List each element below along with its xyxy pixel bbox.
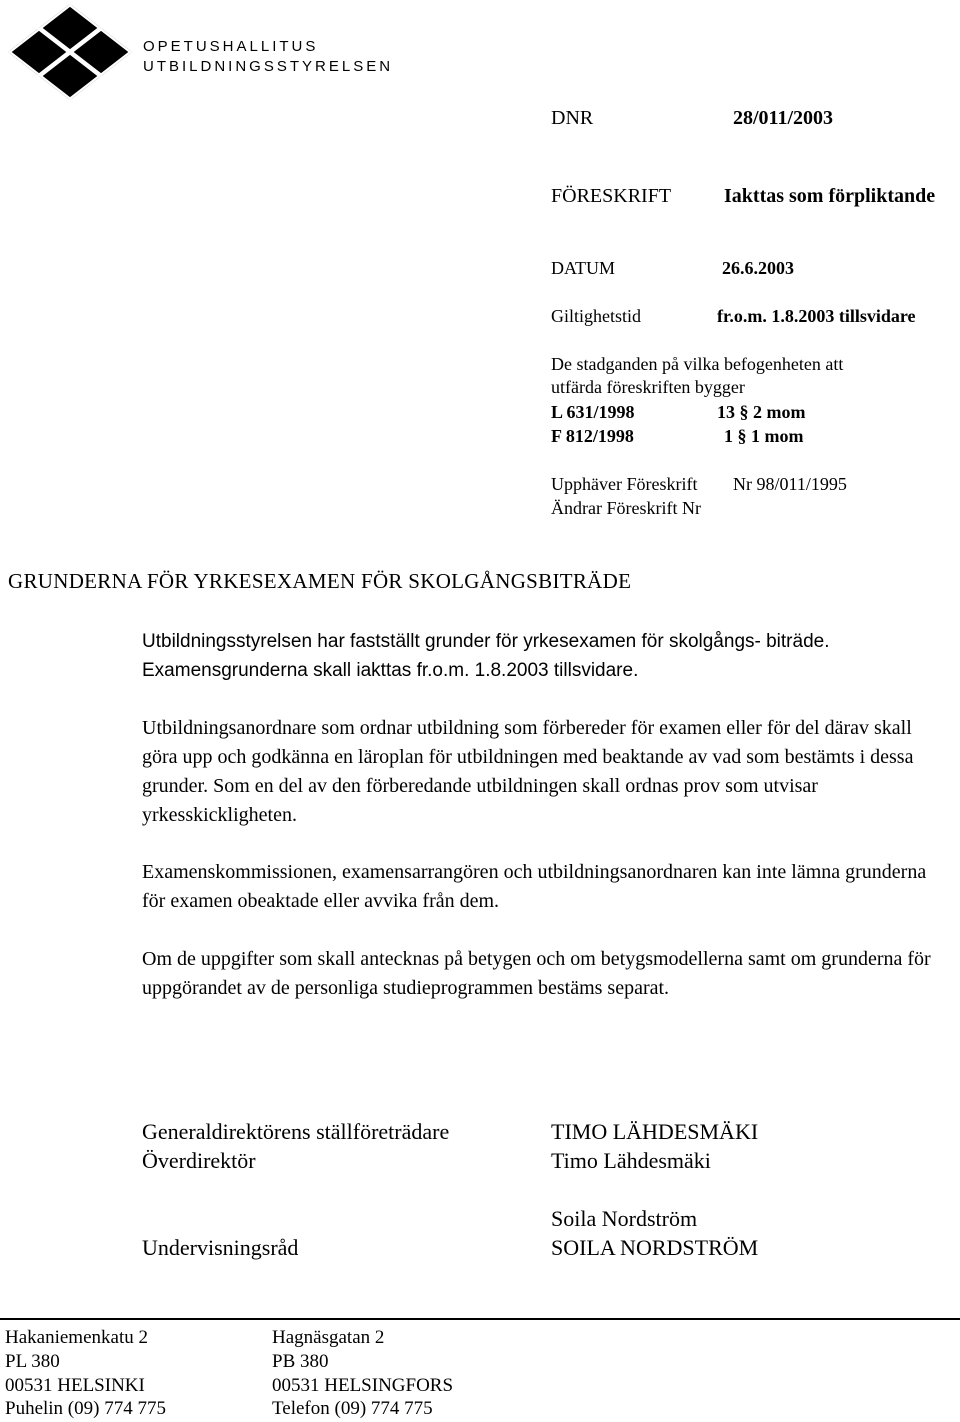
footer-divider [0,1318,960,1320]
footer-address-sv-box: PB 380 [272,1351,329,1372]
footer-address-fi-city: 00531 HELSINKI [5,1375,145,1396]
date-label: DATUM [551,258,616,278]
org-name-finnish: OPETUSHALLITUS [143,38,319,55]
paragraph-1: Utbildningsstyrelsen har fastställt grunder för yrkesexamen för skolgångs- biträde. Examensgrunderna skall iakttas fr.o.m. 1.8.2003 tillsvidare. [142,631,830,681]
validity-value: fr.o.m. 1.8.2003 tillsvidare [717,306,916,326]
org-name-swedish: UTBILDNINGSSTYRELSEN [143,58,394,75]
law1-reference: L 631/1998 [551,402,635,422]
signatory-role-1: Generaldirektörens ställföreträdare [142,1119,450,1144]
footer-address-fi-box: PL 380 [5,1351,60,1372]
signatory-name-2: Soila Nordström [551,1206,698,1231]
paragraph-3: Examenskommissionen, examensarrangören och utbildningsanordnaren kan inte lämna grunderna för examen obeaktade eller avvika från dem. [142,861,927,912]
footer-address-sv-city: 00531 HELSINGFORS [272,1375,454,1396]
signatory-name-1-upper: TIMO LÄHDESMÄKI [551,1119,759,1144]
date-value: 26.6.2003 [722,258,794,278]
footer-address-sv-street: Hagnäsgatan 2 [272,1327,385,1348]
validity-label: Giltighetstid [551,306,641,326]
authority-line-2: utfärda föreskriften bygger [551,377,745,397]
footer-address-fi-street: Hakaniemenkatu 2 [5,1327,148,1348]
document-type-label: FÖRESKRIFT [551,185,672,207]
authority-line-1: De stadganden på vilka befogenheten att [551,354,844,374]
footer-phone-sv: Telefon (09) 774 775 [272,1398,433,1419]
paragraph-2: Utbildningsanordnare som ordnar utbildning som förbereder för examen eller för del därav skall göra upp och godkänna en läroplan för utbildningen med beaktande av vad som bestämts i dessa grunder. Som en del av den förberedande utbildningen skall ordnas prov som utvisar yrkesskickligheten. [142,717,914,826]
document-type-value: Iakttas som förpliktande [724,185,936,207]
signatory-name-2-upper: SOILA NORDSTRÖM [551,1235,759,1260]
signatory-name-1: Timo Lähdesmäki [551,1148,711,1173]
paragraph-4: Om de uppgifter som skall antecknas på betygen och om betygsmodellerna samt om grunderna för uppgörandet av de personliga studieprogrammen bestäms separat. [142,948,931,999]
signatory-role-2: Undervisningsråd [142,1235,299,1260]
signatory-title-1: Överdirektör [142,1148,256,1173]
law2-section: 1 § 1 mom [724,426,804,446]
repeals-label: Upphäver Föreskrift [551,474,698,494]
agency-logo-icon [8,4,132,100]
dnr-value: 28/011/2003 [733,107,834,129]
dnr-label: DNR [551,107,594,129]
document-title: GRUNDERNA FÖR YRKESEXAMEN FÖR SKOLGÅNGSBITRÄDE [8,569,632,593]
law2-reference: F 812/1998 [551,426,634,446]
amends-label: Ändrar Föreskrift Nr [551,498,701,518]
repeals-value: Nr 98/011/1995 [733,474,847,494]
law1-section: 13 § 2 mom [717,402,806,422]
footer-phone-fi: Puhelin (09) 774 775 [5,1398,166,1419]
